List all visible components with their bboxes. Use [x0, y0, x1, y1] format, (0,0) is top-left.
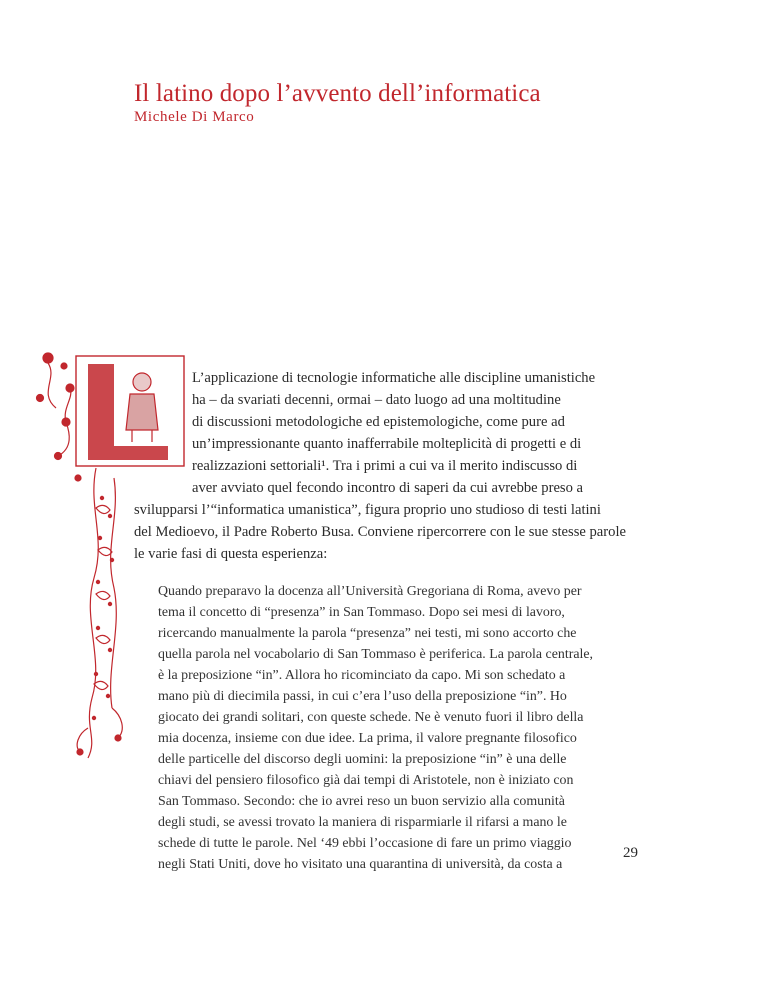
quote-line: Quando preparavo la docenza all’Università Gregoriana di Roma, avevo per	[158, 584, 582, 599]
quote-line: quella parola nel vocabolario di San Tommaso è periferica. La parola centrale,	[158, 647, 593, 662]
text-line: le varie fasi di questa esperienza:	[134, 546, 328, 562]
text-line: svilupparsi l’“informatica umanistica”, figura proprio uno studioso di testi latini	[134, 502, 601, 518]
quote-line: ricercando manualmente la parola “presenza” nei testi, mi sono accorto che	[158, 626, 577, 641]
author-name: Michele Di Marco	[134, 109, 255, 125]
quote-line: schede di tutte le parole. Nel ‘49 ebbi l’occasione di fare un primo viaggio	[158, 836, 572, 851]
page-title: Il latino dopo l’avvento dell’informatica	[134, 80, 541, 107]
quote-line: tema il concetto di “presenza” in San Tommaso. Dopo sei mesi di lavoro,	[158, 605, 565, 620]
text-line: di discussioni metodologiche ed epistemologiche, come pure ad	[192, 414, 565, 430]
text-line: realizzazioni settoriali¹. Tra i primi a cui va il merito indiscusso di	[192, 458, 578, 474]
quote-line: mano più di diecimila passi, in cui c’era l’uso della preposizione “in”. Ho	[158, 689, 567, 704]
quote-line: degli studi, se avessi trovato la maniera di risparmiarle il rifarsi a mano le	[158, 815, 567, 830]
quote-line: San Tommaso. Secondo: che io avrei reso un buon servizio alla comunità	[158, 794, 565, 809]
quote-line: mia docenza, insieme con due idee. La prima, il valore pregnante filosofico	[158, 731, 577, 746]
quote-line: delle particelle del discorso degli uomini: la preposizione “in” è una delle	[158, 752, 567, 767]
quote-line: giocato dei grandi solitari, con queste schede. Ne è venuto fuori il libro della	[158, 710, 584, 725]
text-line: aver avviato quel fecondo incontro di saperi da cui avrebbe preso a	[192, 480, 584, 496]
quote-line: chiavi del pensiero filosofico già dai tempi di Aristotele, non è iniziato con	[158, 773, 574, 788]
text-line: ha – da svariati decenni, ormai – dato luogo ad una moltitudine	[192, 392, 561, 408]
quote-line: è la preposizione “in”. Allora ho ricominciato da capo. Mi son schedato a	[158, 668, 566, 683]
text-line: L’applicazione di tecnologie informatiche alle discipline umanistiche	[192, 370, 596, 386]
text-line: del Medioevo, il Padre Roberto Busa. Conviene ripercorrere con le sue stesse parole	[134, 524, 626, 540]
page-number: 29	[623, 845, 638, 861]
text-line: un’impressionante quanto inafferrabile molteplicità di progetti e di	[192, 436, 582, 452]
quote-line: negli Stati Uniti, dove ho visitato una quarantina di università, da costa a	[158, 857, 563, 872]
